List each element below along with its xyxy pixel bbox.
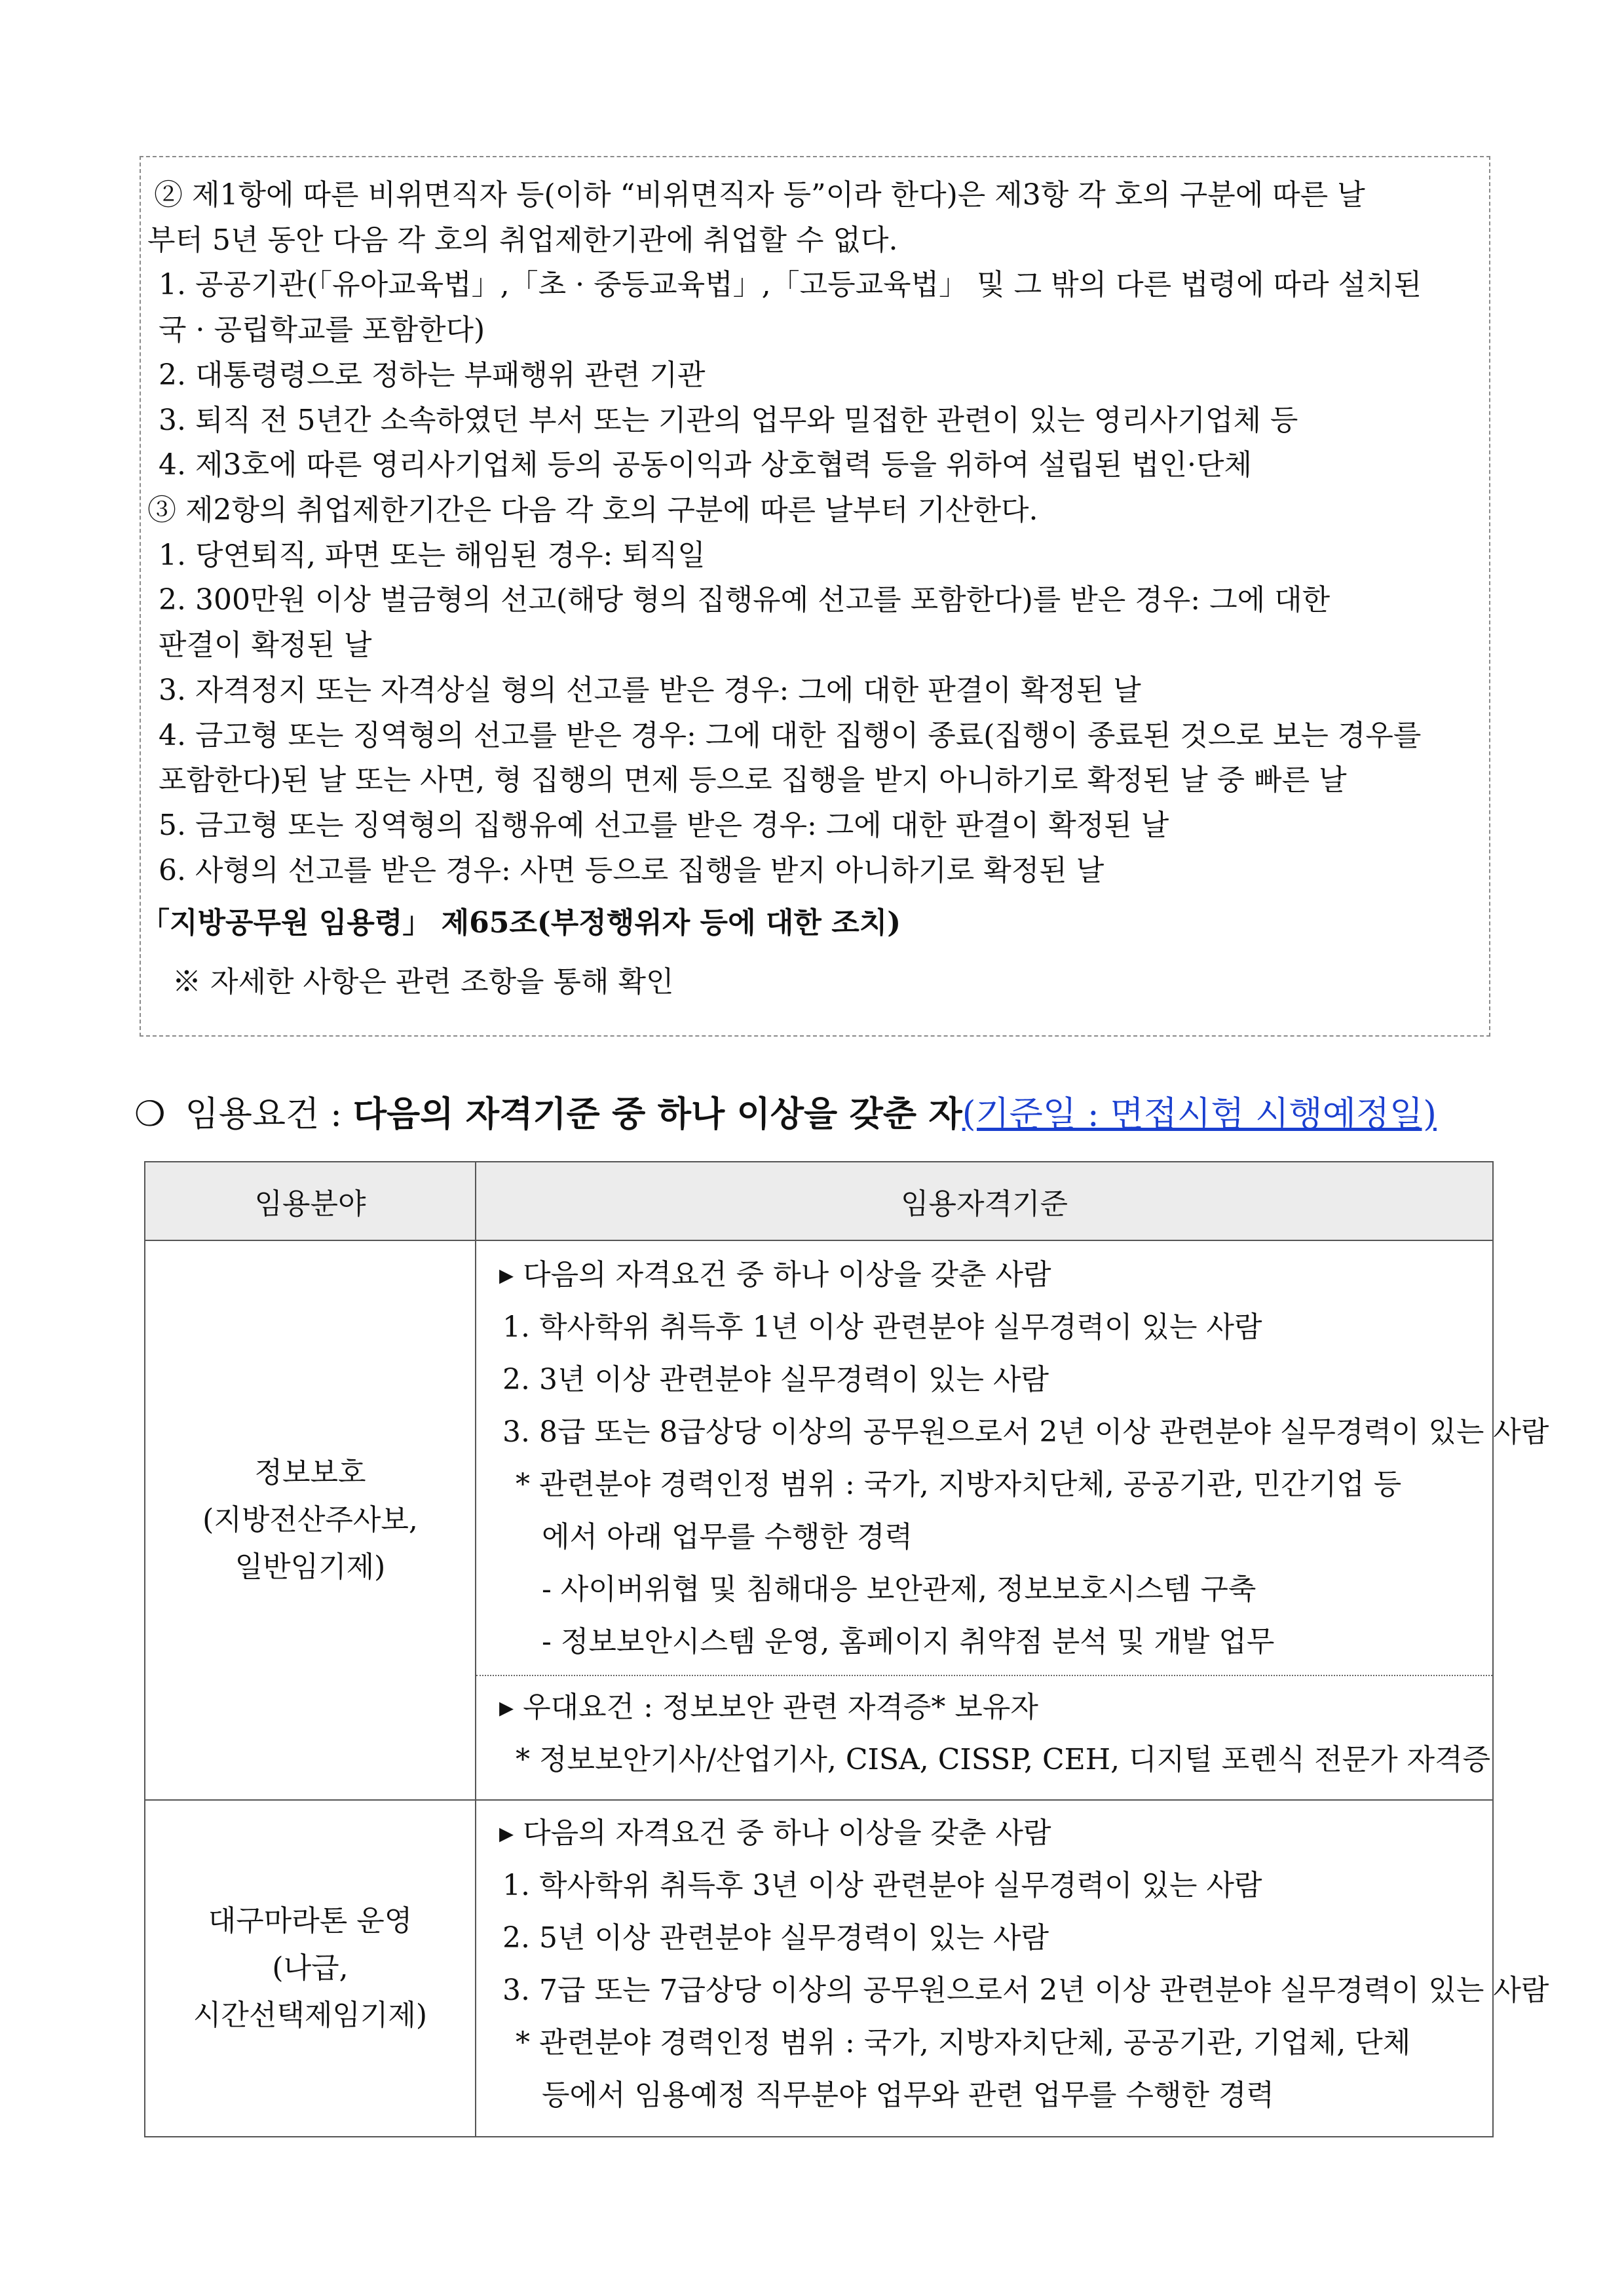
law-text-line: 4. 금고형 또는 징역형의 선고를 받은 경우: 그에 대한 집행이 종료(집행이 종료된 것으로 보는 경우를 bbox=[159, 719, 1422, 752]
criteria-line: * 관련분야 경력인정 범위 : 국가, 지방자치단체, 공공기관, 민간기업 등 bbox=[516, 1468, 1402, 1501]
field-name: 대구마라톤 운영 bbox=[208, 1904, 413, 1938]
header-field: 임용분야 bbox=[145, 1162, 476, 1240]
requirements-summary: 다음의 자격기준 중 하나 이상을 갖춘 자 bbox=[352, 1094, 962, 1134]
criteria-line: * 관련분야 경력인정 범위 : 국가, 지방자치단체, 공공기관, 기업체, 단체 bbox=[516, 2026, 1411, 2059]
header-criteria: 임용자격기준 bbox=[476, 1162, 1493, 1240]
field-detail: (나급, bbox=[272, 1951, 349, 1985]
criteria-line: 3. 8급 또는 8급상당 이상의 공무원으로서 2년 이상 관련분야 실무경력이 있는 사람 bbox=[502, 1415, 1549, 1449]
law-text-line: 1. 당연퇴직, 파면 또는 해임된 경우: 퇴직일 bbox=[159, 539, 706, 572]
field-detail: 시간선택제임기제) bbox=[193, 1999, 428, 2032]
law-text-line: ③ 제2항의 취업제한기간은 다음 각 호의 구분에 따른 날부터 기산한다. bbox=[147, 493, 1038, 527]
criteria-line: ▸ 다음의 자격요건 중 하나 이상을 갖춘 사람 bbox=[499, 1258, 1051, 1292]
criteria-line: 에서 아래 업무를 수행한 경력 bbox=[542, 1520, 913, 1554]
criteria-line: 1. 학사학위 취득후 3년 이상 관련분야 실무경력이 있는 사람 bbox=[502, 1869, 1262, 1902]
dotted-divider bbox=[476, 1675, 1492, 1676]
law-text-line: ② 제1항에 따른 비위면직자 등(이하 “비위면직자 등”이라 한다)은 제3항 각 호의 구분에 따른 날 bbox=[154, 178, 1365, 212]
law-text-line: 6. 사형의 선고를 받은 경우: 사면 등으로 집행을 받지 아니하기로 확정된 날 bbox=[159, 854, 1105, 887]
preferred-line: * 정보보안기사/산업기사, CISA, CISSP, CEH, 디지털 포렌식 전문가 자격증 bbox=[516, 1743, 1491, 1776]
field-cell bbox=[145, 1240, 476, 1800]
field-detail: 일반임기제) bbox=[235, 1550, 386, 1584]
field-name: 정보보호 bbox=[254, 1456, 366, 1489]
requirements-label: 임용요건 : bbox=[185, 1094, 353, 1134]
requirements-heading bbox=[134, 1091, 1510, 1137]
reference-date-link[interactable]: (기준일 : 면접시험 시행예정일) bbox=[962, 1094, 1437, 1134]
criteria-cell bbox=[476, 1240, 1549, 1800]
criteria-line: ▸ 다음의 자격요건 중 하나 이상을 갖춘 사람 bbox=[499, 1816, 1051, 1850]
law-text-line: 4. 제3호에 따른 영리사기업체 등의 공동이익과 상호협력 등을 위하여 설립된 법인·단체 bbox=[159, 448, 1252, 482]
criteria-line: 2. 5년 이상 관련분야 실무경력이 있는 사람 bbox=[502, 1921, 1049, 1955]
law-text-line: 판결이 확정된 날 bbox=[159, 628, 372, 662]
criteria-line: 1. 학사학위 취득후 1년 이상 관련분야 실무경력이 있는 사람 bbox=[502, 1311, 1262, 1344]
criteria-line: - 사이버위협 및 침해대응 보안관제, 정보보호시스템 구축 bbox=[542, 1573, 1256, 1606]
criteria-line: - 정보보안시스템 운영, 홈페이지 취약점 분석 및 개발 업무 bbox=[542, 1625, 1275, 1658]
criteria-line: 2. 3년 이상 관련분야 실무경력이 있는 사람 bbox=[502, 1363, 1049, 1396]
field-cell bbox=[145, 1800, 476, 2137]
law-text-line: 2. 대통령령으로 정하는 부패행위 관련 기관 bbox=[159, 358, 706, 392]
field-detail: (지방전산주사보, bbox=[202, 1503, 418, 1537]
circle-bullet-icon: ❍ bbox=[134, 1094, 166, 1134]
law-text-line: 1. 공공기관(「유아교육법」,「초 · 중등교육법」,「고등교육법」 및 그 밖의 다른 법령에 따라 설치된 bbox=[159, 268, 1422, 301]
requirements-table bbox=[144, 1161, 1549, 2137]
law-text-line: 부터 5년 동안 다음 각 호의 취업제한기관에 취업할 수 없다. bbox=[147, 223, 898, 257]
decree-title: 「지방공무원 임용령」 제65조(부정행위자 등에 대한 조치) bbox=[141, 906, 901, 940]
table-row bbox=[145, 1800, 1493, 2137]
law-text-line: 5. 금고형 또는 징역형의 집행유예 선고를 받은 경우: 그에 대한 판결이 확정된 날 bbox=[159, 809, 1169, 842]
table-header-row bbox=[145, 1162, 1493, 1240]
law-excerpt-box bbox=[140, 156, 1490, 1037]
law-text-line: 포함한다)된 날 또는 사면, 형 집행의 면제 등으로 집행을 받지 아니하기로 확정된 날 중 빠른 날 bbox=[159, 763, 1347, 797]
table-row bbox=[145, 1240, 1493, 1800]
criteria-line: 등에서 임용예정 직무분야 업무와 관련 업무를 수행한 경력 bbox=[542, 2078, 1274, 2112]
criteria-cell bbox=[476, 1800, 1549, 2137]
law-note: ※ 자세한 사항은 관련 조항을 통해 확인 bbox=[172, 965, 674, 999]
law-text-line: 국 · 공립학교를 포함한다) bbox=[159, 313, 485, 347]
criteria-line: 3. 7급 또는 7급상당 이상의 공무원으로서 2년 이상 관련분야 실무경력이 있는 사람 bbox=[502, 1974, 1549, 2007]
law-text-line: 3. 퇴직 전 5년간 소속하였던 부서 또는 기관의 업무와 밀접한 관련이 있는 영리사기업체 등 bbox=[159, 404, 1298, 437]
preferred-line: ▸ 우대요건 : 정보보안 관련 자격증* 보유자 bbox=[499, 1691, 1038, 1724]
law-text-line: 3. 자격정지 또는 자격상실 형의 선고를 받은 경우: 그에 대한 판결이 확정된 날 bbox=[159, 674, 1141, 707]
law-text-line: 2. 300만원 이상 벌금형의 선고(해당 형의 집행유예 선고를 포함한다)를 받은 경우: 그에 대한 bbox=[159, 583, 1331, 617]
